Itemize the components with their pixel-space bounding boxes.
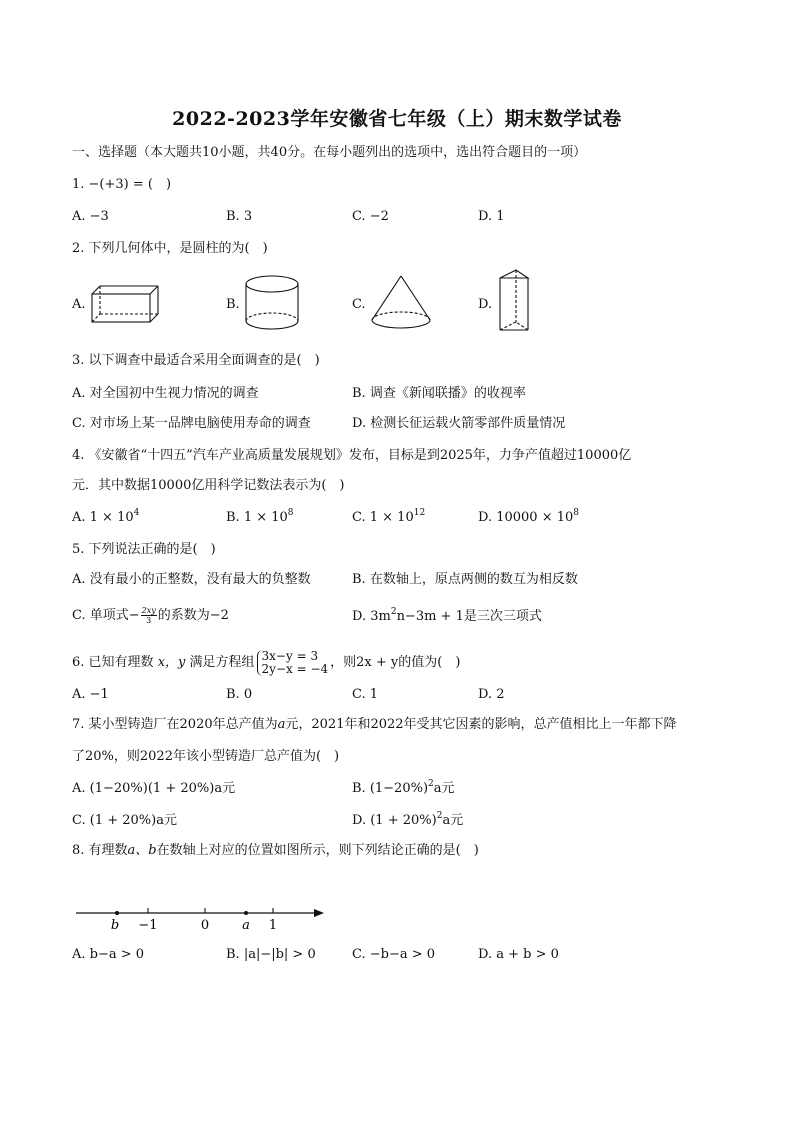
q2-option-d-label: D. bbox=[478, 297, 493, 312]
page-title: 2022-2023学年安徽省七年级（上）期末数学试卷 bbox=[172, 108, 622, 130]
point-a bbox=[244, 911, 248, 915]
q5-option-b: B. 在数轴上，原点两侧的数互为相反数 bbox=[352, 572, 578, 587]
q4-option-d: D. $10000 \times 10^8$ bbox=[478, 508, 580, 525]
q7-option-a: A. (1−20%)(1 + 20%)a元 bbox=[72, 781, 236, 796]
q6-option-c: C. 1 bbox=[352, 687, 379, 702]
q3-option-a: A. 对全国初中生视力情况的调查 bbox=[72, 386, 259, 401]
q7-option-b: B. $(1-20\%)^2a$元 bbox=[352, 779, 455, 796]
q3-option-b: B. 调查《新闻联播》的收视率 bbox=[352, 386, 526, 401]
q6-option-a: A. −1 bbox=[72, 687, 109, 702]
label-neg1: −1 bbox=[138, 918, 158, 933]
q1-option-a: A. −3 bbox=[72, 209, 109, 224]
question-1-stem: 1. −(+3) = ( ) bbox=[72, 177, 172, 192]
question-7-stem-line2: 了20%，则2022年该小型铸造厂总产值为( ) bbox=[72, 749, 340, 764]
q1-option-b: B. 3 bbox=[226, 209, 253, 224]
q5-option-d: D. $3m^2n-3m + 1$是三次三项式 bbox=[352, 607, 542, 624]
question-4-stem-line1: 4. 《安徽省“十四五”汽车产业高质量发展规划》发布，目标是到2025年，力争产值超过10000亿 bbox=[72, 448, 632, 463]
equation-system: 3x−y = 3 2y−x = −4 bbox=[257, 650, 329, 676]
q8-option-d: D. a + b > 0 bbox=[478, 947, 559, 962]
question-4-stem-line2: 元．其中数据10000亿用科学记数法表示为( ) bbox=[72, 478, 345, 493]
cylinder-icon bbox=[244, 274, 300, 332]
q6-option-b: B. 0 bbox=[226, 687, 253, 702]
question-2-stem: 2. 下列几何体中，是圆柱的为( ) bbox=[72, 241, 268, 256]
q3-option-d: D. 检测长征运载火箭零部件质量情况 bbox=[352, 416, 566, 431]
q5-option-c: C. 单项式− $\frac{2xy}{3}$ 的系数为−2 bbox=[72, 606, 229, 625]
section-heading: 一、选择题（本大题共10小题，共40分。在每小题列出的选项中，选出符合题目的一项） bbox=[72, 145, 587, 160]
q8-option-b: B. |a|−|b| > 0 bbox=[226, 947, 316, 962]
q2-option-c-label: C. bbox=[352, 297, 366, 312]
q4-option-a: A. $1 \times 10^4$ bbox=[72, 508, 140, 525]
label-one: 1 bbox=[268, 918, 278, 933]
q1-option-d: D. 1 bbox=[478, 209, 505, 224]
q2-option-b-label: B. bbox=[226, 297, 240, 312]
fraction: $\frac{2xy}{3}$ bbox=[141, 606, 156, 625]
q1-option-c: C. −2 bbox=[352, 209, 389, 224]
question-8-stem: 8. 有理数a、b在数轴上对应的位置如图所示，则下列结论正确的是( ) bbox=[72, 843, 479, 858]
q8-option-a: A. b−a > 0 bbox=[72, 947, 145, 962]
q5-option-a: A. 没有最小的正整数，没有最大的负整数 bbox=[72, 572, 311, 587]
axis-arrow bbox=[314, 909, 324, 917]
question-3-stem: 3. 以下调查中最适合采用全面调查的是( ) bbox=[72, 353, 320, 368]
q8-option-c: C. −b−a > 0 bbox=[352, 947, 436, 962]
number-line bbox=[74, 900, 330, 936]
q3-option-c: C. 对市场上某一品牌电脑使用寿命的调查 bbox=[72, 416, 311, 431]
label-zero: 0 bbox=[200, 918, 210, 933]
label-a: a bbox=[242, 918, 250, 933]
question-5-stem: 5. 下列说法正确的是( ) bbox=[72, 542, 216, 557]
q6-option-d: D. 2 bbox=[478, 687, 505, 702]
question-7-stem-line1: 7. 某小型铸造厂在2020年总产值为a元，2021年和2022年受其它因素的影响，总产值相比上一年都下降 bbox=[72, 717, 677, 732]
q4-option-c: C. $1 \times 10^{12}$ bbox=[352, 508, 426, 525]
label-b: b bbox=[110, 918, 120, 933]
rectangular-prism-icon bbox=[88, 282, 160, 326]
point-b bbox=[115, 911, 119, 915]
q7-option-d: D. $(1 + 20\%)^2a$元 bbox=[352, 811, 464, 828]
question-6-stem: 6. 已知有理数 x，y 满足方程组 3x−y = 3 2y−x = −4 ，则2x + y的值为( ) bbox=[72, 648, 461, 676]
cone-icon bbox=[370, 274, 432, 332]
q2-option-a-label: A. bbox=[72, 297, 86, 312]
triangular-prism-icon bbox=[496, 268, 532, 336]
q4-option-b: B. $1 \times 10^8$ bbox=[226, 508, 294, 525]
q7-option-c: C. (1 + 20%)a元 bbox=[72, 813, 177, 828]
